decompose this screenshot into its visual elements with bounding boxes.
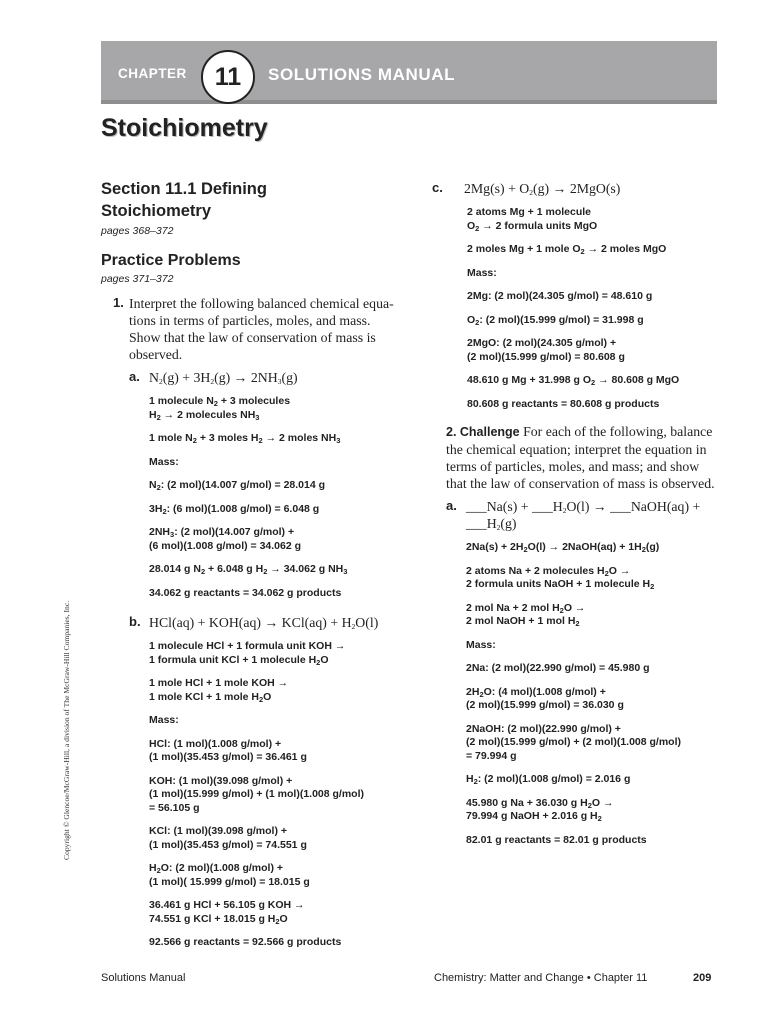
- equation-1c: $2Mg(s) + O_2(g) \to 2MgO(s)$: [464, 181, 621, 197]
- answer-line: HCl: (1 mol)(1.008 g/mol) + (1 mol)(35.453 g/mol) = 36.461 g: [149, 737, 307, 763]
- problem-1b: [129, 614, 401, 950]
- problem-2-body: For each of the following, balance the chemical equation; interpret the equation in terms of particles, moles, and mass; and show that the law of conservation of mass is observed.: [446, 424, 715, 491]
- answer-line: 80.608 g reactants = 80.608 g products: [467, 397, 660, 410]
- answer-line: 2NaOH: (2 mol)(22.990 g/mol) + (2 mol)(15.999 g/mol) + (2 mol)(1.008 g/mol) = 79.994 g: [466, 722, 682, 762]
- answer-line: 2 atoms Na + 2 molecules $H_2O$ → 2 formula units NaOH + 1 molecule $H_2$: [466, 564, 655, 591]
- answer-line: 34.062 g reactants = 34.062 g products: [149, 586, 342, 599]
- item-letter-a: a.: [129, 369, 140, 384]
- banner-strip: [101, 100, 717, 104]
- section-heading-line2: Stoichiometry: [101, 202, 212, 220]
- equation-1a: $N_2(g) + 3H_2(g) \to 2NH_3(g)$: [149, 370, 298, 386]
- problem-1-number: 1.: [113, 295, 124, 310]
- answer-line: 48.610 g Mg + 31.998 g $O_2 \to 80.608$ g MgO: [467, 374, 680, 387]
- footer-left: Solutions Manual: [101, 972, 186, 984]
- chapter-number-badge: 11: [201, 50, 255, 104]
- answer-line: 82.01 g reactants = 82.01 g products: [466, 833, 647, 846]
- answer-line: 2 moles Mg + 1 mole $O_2 \to 2$ moles MgO: [467, 243, 667, 256]
- footer-right: Chemistry: Matter and Change • Chapter 11: [434, 972, 648, 984]
- answer-line: $N_2$: (2 mol)(14.007 g/mol) = 28.014 g: [149, 479, 326, 492]
- answer-line: 28.014 g $N_2 + 6.048$ g $H_2 \to 34.062$ g $NH_3$: [149, 563, 348, 576]
- problem-1a: [129, 369, 401, 600]
- practice-pages: pages 371–372: [101, 273, 174, 285]
- answer-line: 2Mg: (2 mol)(24.305 g/mol) = 48.610 g: [467, 290, 653, 302]
- copyright-notice: Copyright © Glencoe/McGraw-Hill, a division of The McGraw-Hill Companies, Inc.: [62, 600, 71, 860]
- problem-1c: [432, 180, 722, 411]
- answer-line: Mass:: [467, 266, 497, 279]
- answer-line: $H_2O$: (2 mol)(1.008 g/mol) + (1 mol)( 15.999 g/mol) = 18.015 g: [149, 862, 310, 888]
- answer-line: $2Na(s) + 2H_2O(l)$ → 2NaOH(aq) + $1H_2(g)$: [466, 541, 660, 554]
- section-pages: pages 368–372: [101, 225, 174, 237]
- equation-2a: ___Na(s) + $\_\_\_H_2O(l)$ → ___NaOH(aq) + $\_\_\_H_2(g)$: [466, 499, 701, 532]
- problem-1: [101, 295, 401, 950]
- answer-line: Mass:: [466, 638, 496, 651]
- answer-line: 1 mole HCl + 1 mole KOH → 1 mole KCl + 1 mole $H_2O$: [149, 677, 289, 704]
- challenge-label: Challenge: [459, 425, 520, 439]
- page-number: 209: [693, 972, 712, 984]
- problem-2-text: [446, 423, 722, 492]
- answer-line: Mass:: [149, 455, 179, 468]
- page-title: Stoichiometry: [101, 114, 268, 142]
- answer-line: 2 atoms Mg + 1 molecule $O_2 \to 2$ formula units MgO: [467, 206, 598, 233]
- answer-line: 45.980 g Na + 36.030 g $H_2O$ → 79.994 g NaOH + 2.016 g $H_2$: [466, 796, 614, 823]
- answer-line: $3H_2$: (6 mol)(1.008 g/mol) = 6.048 g: [149, 502, 320, 516]
- chapter-label: CHAPTER: [118, 66, 187, 81]
- answer-line: 2 mol Na + 2 mol $H_2O$ → 2 mol NaOH + 1 mol $H_2$: [466, 601, 586, 628]
- problem-1-text: Interpret the following balanced chemical equa-tions in terms of particles, moles, and mass. Show that the law of conservation of mass is observed.: [129, 296, 394, 362]
- solutions-manual-label: SOLUTIONS MANUAL: [268, 65, 456, 84]
- answer-line: 36.461 g HCl + 56.105 g KOH → 74.551 g KCl + 18.015 g $H_2O$: [149, 899, 305, 926]
- item-letter-c: c.: [432, 180, 443, 195]
- problem-2: [432, 423, 722, 847]
- answer-line: 1 mole $N_2 + 3$ moles $H_2 \to 2$ moles $NH_3$: [149, 432, 341, 445]
- problem-2a: [446, 498, 722, 847]
- answer-line: $H_2$: (2 mol)(1.008 g/mol) = 2.016 g: [466, 773, 631, 786]
- problem-2-number: 2.: [446, 425, 457, 439]
- section-heading-line1: Section 11.1 Defining: [101, 180, 267, 198]
- left-column: [101, 178, 401, 950]
- answer-line: $2H_2O$: (4 mol)(1.008 g/mol) + (2 mol)(15.999 g/mol) = 36.030 g: [466, 685, 624, 711]
- answer-line: 1 molecule $N_2 + 3$ molecules $H_2 \to 2$ molecules $NH_3$: [149, 395, 291, 422]
- answer-line: 2MgO: (2 mol)(24.305 g/mol) + (2 mol)(15.999 g/mol) = 80.608 g: [467, 337, 625, 363]
- practice-problems-heading: Practice Problems: [101, 252, 241, 269]
- answer-line: KOH: (1 mol)(39.098 g/mol) + (1 mol)(15.999 g/mol) + (1 mol)(1.008 g/mol) = 56.105 g: [149, 774, 365, 814]
- equation-1b: $HCl(aq) + KOH(aq) \to KCl(aq) + H_2O(l)$: [149, 615, 379, 631]
- item-letter-b: b.: [129, 614, 141, 629]
- answer-line: $2NH_3$: (2 mol)(14.007 g/mol) + (6 mol)(1.008 g/mol) = 34.062 g: [149, 526, 302, 552]
- answer-line: 92.566 g reactants = 92.566 g products: [149, 936, 342, 948]
- answer-line: $O_2$: (2 mol)(15.999 g/mol) = 31.998 g: [467, 313, 644, 327]
- answer-line: Mass:: [149, 714, 179, 726]
- answer-line: 2Na: (2 mol)(22.990 g/mol) = 45.980 g: [466, 662, 650, 674]
- answer-line: 1 molecule HCl + 1 formula unit KOH → 1 formula unit KCl + 1 molecule $H_2O$: [149, 640, 346, 667]
- right-column: [432, 180, 722, 847]
- item-letter-a: a.: [446, 498, 457, 513]
- answer-line: KCl: (1 mol)(39.098 g/mol) + (1 mol)(35.453 g/mol) = 74.551 g: [149, 825, 307, 851]
